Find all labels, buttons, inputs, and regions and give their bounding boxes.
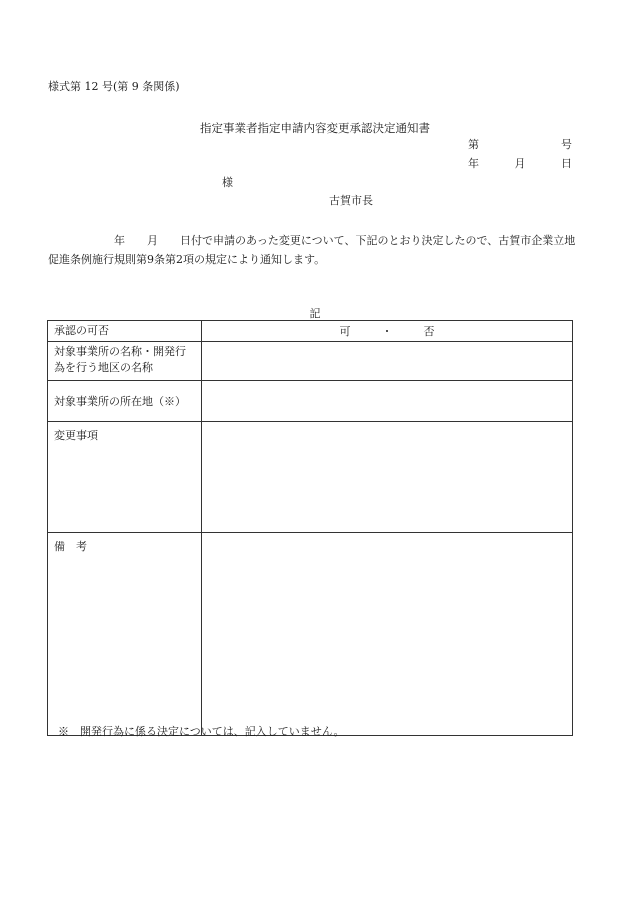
number-suffix: 号 bbox=[561, 138, 572, 151]
facility-name-value[interactable] bbox=[202, 342, 573, 381]
option-approve: 可 bbox=[339, 325, 351, 338]
table-row-remarks bbox=[48, 533, 573, 736]
table-row-changes bbox=[48, 422, 573, 533]
footnote: ※ 開発行為に係る決定については、記入していません。 bbox=[58, 725, 345, 738]
addressee-suffix: 様 bbox=[222, 176, 233, 189]
option-reject: 否 bbox=[423, 325, 435, 338]
body-text: 日付で申請のあった変更について、下記のとおり決定したので、古賀市企業立地促進条例施行規則第9条第2項の規定により通知します。 bbox=[48, 234, 576, 266]
facility-address-value[interactable] bbox=[202, 381, 573, 422]
changes-label: 変更事項 bbox=[48, 422, 202, 533]
date-day: 日 bbox=[561, 157, 572, 170]
changes-value[interactable] bbox=[202, 422, 573, 533]
document-number-line bbox=[468, 138, 572, 152]
table-row-approval bbox=[48, 321, 573, 342]
table-row-facility-name bbox=[48, 342, 573, 381]
approval-options[interactable] bbox=[202, 321, 573, 342]
facility-address-label: 対象事業所の所在地（※） bbox=[48, 381, 202, 422]
body-month: 月 bbox=[147, 234, 158, 247]
approval-label: 承認の可否 bbox=[48, 321, 202, 342]
table-row-facility-address bbox=[48, 381, 573, 422]
date-month: 月 bbox=[514, 157, 526, 170]
decision-table bbox=[47, 320, 573, 736]
date-year: 年 bbox=[468, 157, 479, 170]
form-number: 様式第 12 号(第 9 条関係) bbox=[48, 80, 180, 93]
remarks-value[interactable] bbox=[202, 533, 573, 736]
document-title: 指定事業者指定申請内容変更承認決定通知書 bbox=[200, 121, 430, 135]
facility-name-label: 対象事業所の名称・開発行為を行う地区の名称 bbox=[48, 342, 202, 381]
date-line bbox=[468, 157, 572, 171]
remarks-label: 備 考 bbox=[48, 533, 202, 736]
ki-heading: 記 bbox=[309, 307, 321, 320]
option-separator: ・ bbox=[381, 325, 393, 338]
issuer-name: 古賀市長 bbox=[329, 194, 373, 207]
body-year: 年 bbox=[114, 234, 125, 247]
number-prefix: 第 bbox=[468, 138, 479, 151]
notice-body bbox=[48, 231, 576, 269]
